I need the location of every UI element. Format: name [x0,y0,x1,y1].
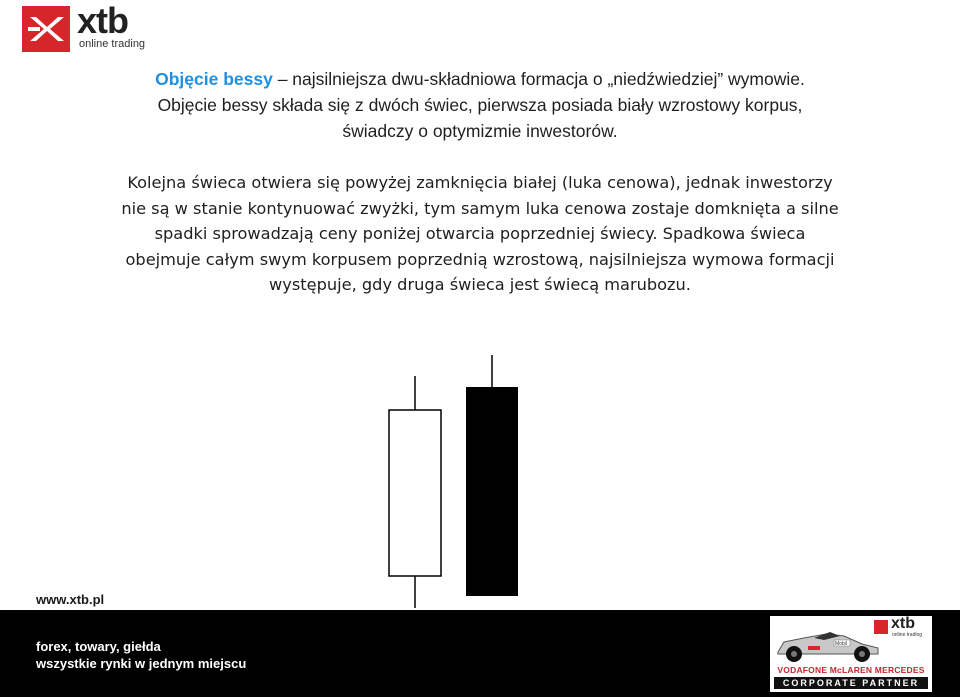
bearish-candle [466,355,518,596]
intro-line-1-rest: – najsilniejsza dwu-składniowa formacja o „niedźwiedziej” wymowie. [272,69,805,89]
partner-team-name: VODAFONE McLAREN MERCEDES [777,665,925,675]
intro-line-3: świadczy o optymizmie inwestorów. [342,121,618,141]
partner-brand: xtb [891,615,915,632]
description-line-3: spadki sprowadzają ceny poniżej otwarcia poprzedniej świecy. Spadkowa świeca [154,224,806,243]
partner-tagline: online trading [892,632,923,638]
intro-paragraph [40,66,920,144]
description-line-1: Kolejna świeca otwiera się powyżej zamknięcia białej (luka cenowa), jednak inwestorzy [127,173,833,192]
logo-brand: xtb [77,0,128,41]
race-car-icon [774,624,884,664]
website-link[interactable]: www.xtb.pl [36,592,105,607]
bearish-candle-body [466,387,518,596]
description-line-2: nie są w stanie kontynuować zwyżki, tym samym luka cenowa zostaje domknięta a silne [121,198,839,218]
footer-slogan-1: forex, towary, giełda [36,639,161,654]
intro-line-2: Objęcie bessy składa się z dwóch świec, pierwsza posiada biały wzrostowy korpus, [157,95,803,115]
xtb-logo [22,0,172,52]
bullish-candle-body [389,410,441,576]
xtb-x-icon [22,6,70,52]
description-paragraph [40,170,920,298]
bearish-engulfing-illustration [360,350,560,610]
bullish-candle [389,376,441,608]
description-line-4: obejmuje całym swym korpusem poprzednią wzrostową, najsilniejsza wymowa formacji [125,249,835,269]
pattern-term: Objęcie bessy [155,69,273,89]
car-sticker: Mobil [835,641,847,647]
logo-tagline: online trading [79,38,146,50]
intro-line-1 [40,66,920,92]
description-line-5: występuje, gdy druga świeca jest świecą marubozu. [269,275,691,294]
partner-label: CORPORATE PARTNER [774,677,928,689]
footer-slogan-2: wszystkie rynki w jednym miejscu [36,656,247,671]
corporate-partner-badge [770,616,932,692]
